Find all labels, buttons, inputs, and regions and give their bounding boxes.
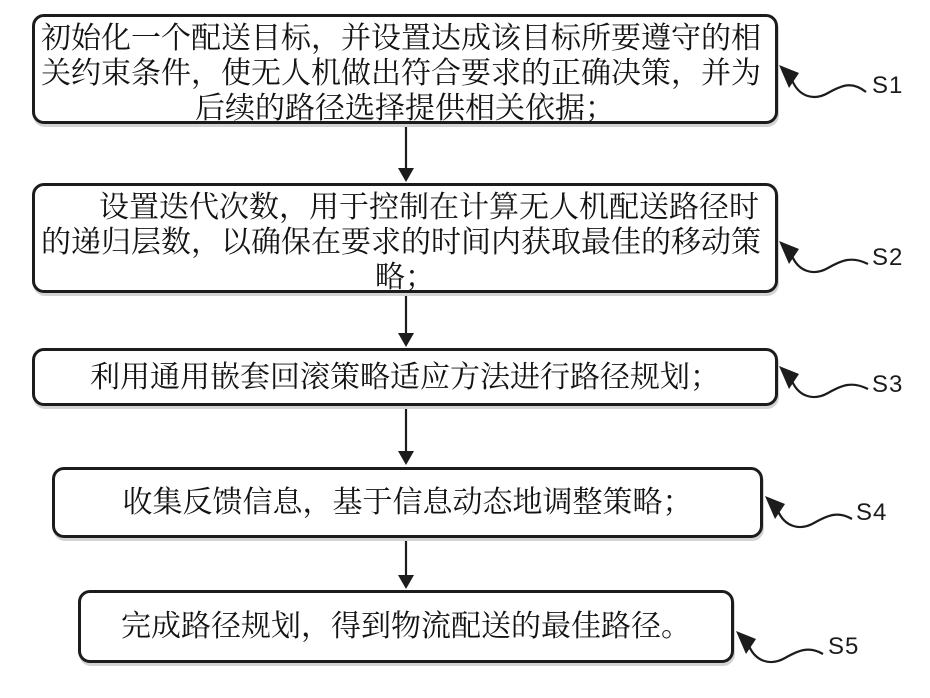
step-2-line-2: 的递归层数，以确保在要求的时间内获取最佳的移动策 — [41, 226, 761, 259]
step-label-s2: S2 — [872, 244, 904, 271]
step-3-line-1: 利用通用嵌套回滚策略适应方法进行路径规划； — [90, 360, 720, 394]
flow-step-3 — [32, 348, 778, 406]
step-1-line-2: 关约束条件，使无人机做出符合要求的正确决策，并为 — [41, 57, 761, 90]
step-5-line-1: 完成路径规划，得到物流配送的最佳路径。 — [121, 610, 691, 643]
step-label-s1: S1 — [872, 72, 904, 99]
flow-step-4 — [52, 467, 763, 538]
down-arrow-3 — [398, 409, 414, 465]
flow-step-2 — [32, 183, 778, 293]
leader-line-s2 — [779, 241, 868, 272]
leader-line-s3 — [779, 366, 868, 397]
step-2-line-1: 设置迭代次数，用于控制在计算无人机配送路径时 — [99, 191, 759, 224]
step-1-line-1: 初始化一个配送目标，并设置达成该目标所要遵守的相 — [41, 22, 761, 55]
step-label-s3: S3 — [872, 371, 904, 398]
step-1-line-3: 后续的路径选择提供相关依据； — [195, 92, 615, 125]
leader-line-s4 — [765, 496, 852, 527]
down-arrow-2 — [398, 296, 414, 347]
flow-step-1 — [32, 14, 778, 124]
down-arrow-4 — [398, 541, 414, 589]
step-label-s4: S4 — [856, 499, 888, 526]
leader-line-s1 — [779, 65, 866, 97]
step-2-line-3: 略； — [375, 261, 435, 294]
flow-step-5 — [78, 590, 734, 663]
down-arrow-1 — [398, 127, 414, 182]
leader-line-s5 — [736, 631, 823, 662]
step-4-line-1: 收集反馈信息，基于信息动态地调整策略； — [122, 486, 693, 519]
step-label-s5: S5 — [828, 633, 860, 660]
